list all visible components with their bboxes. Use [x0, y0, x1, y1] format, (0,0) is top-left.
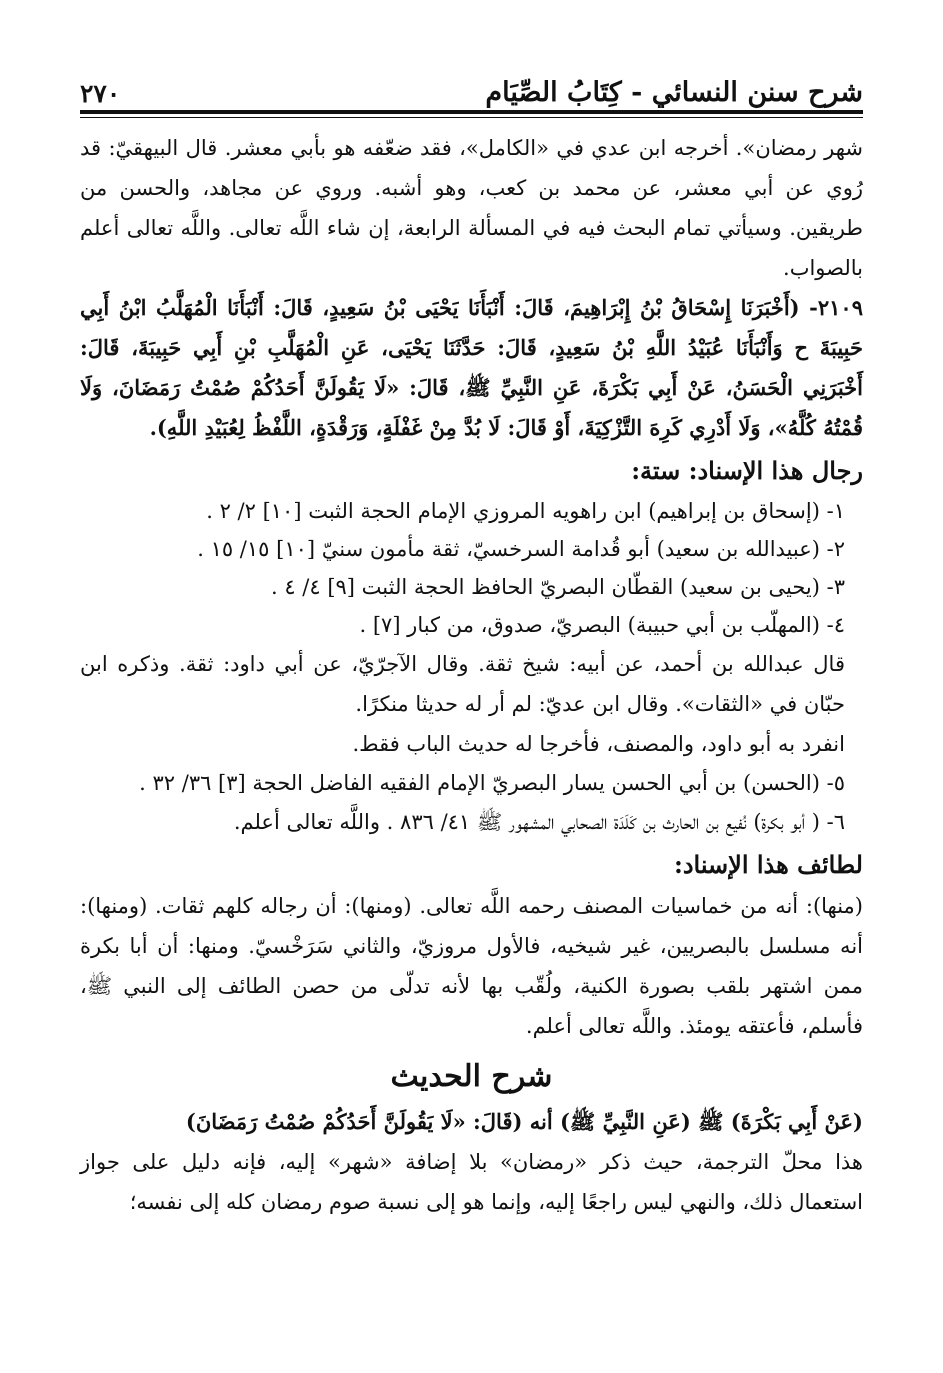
running-header — [80, 60, 863, 108]
subtleties-paragraph: (منها): أنه من خماسيات المصنف رحمه اللَّه تعالى. (ومنها): أن رجاله كلهم ثقات. (ومنها): أنه مسلسل بالبصريين، غير شيخيه، فالأول مروزيّ، والثاني سَرَخْسيّ. ومنها: أن أبا بكرة ممن اشتهر بلقب بصورة الكنية، ولُقّب بها لأنه تدلّى من حصن الطائف إلى النبي ﷺ، فأسلم، فأعتقه يومئذ. واللَّه تعالى أعلم. — [80, 894, 863, 1038]
subtleties-heading: لطائف هذا الإسناد: — [673, 850, 863, 879]
narrators-heading: رجال هذا الإسناد: ستة: — [631, 456, 863, 485]
narrator-item: ٣- (يحيى بن سعيد) القطّان البصريّ الحافظ الحجة الثبت [٩] ٤/ ٤ . — [270, 575, 845, 599]
narrator-note: قال عبدالله بن أحمد، عن أبيه: شيخ ثقة. وقال الآجرّيّ، عن أبي داود: ثقة. وذكره ابن حبّان في «الثقات». وقال ابن عديّ: لم أر له حديثا منكرًا. — [80, 652, 845, 716]
header-rule-thin — [80, 117, 863, 118]
intro-paragraph: شهر رمضان». أخرجه ابن عدي في «الكامل»، فقد ضعّفه هو بأبي معشر. قال البيهقيّ: قد رُوي عن أبي معشر، عن محمد بن كعب، وهو أشبه. وروي عن مجاهد، والحسن من طريقين. وسيأتي تمام البحث فيه في المسألة الرابعة، إن شاء اللَّه تعالى. واللَّه تعالى أعلم بالصواب. — [80, 136, 863, 280]
page-number: ٢٧٠ — [80, 79, 121, 108]
header-rule — [80, 110, 863, 114]
running-title: شرح سنن النسائي - كِتَابُ الصِّيَام — [485, 77, 863, 108]
commentary-paragraph: هذا محلّ الترجمة، حيث ذكر «رمضان» بلا إضافة «شهر» إليه، فإنه دليل على جواز استعمال ذلك، والنهي ليس راجعًا إليه، وإنما هو إلى نسبة صوم رمضان كله إلى نفسه؛ — [80, 1150, 863, 1214]
narrator-item: ٥- (الحسن) بن أبي الحسن يسار البصريّ الإمام الفقيه الفاضل الحجة [٣] ٣٦/ ٣٢ . — [139, 771, 845, 795]
narrator-item: ٢- (عبيدالله بن سعيد) أبو قُدامة السرخسيّ، ثقة مأمون سنيّ [١٠] ١٥/ ١٥ . — [197, 537, 845, 561]
narrator-item: ٤- (المهلّب بن أبي حبيبة) البصريّ، صدوق، من كبار [٧] . — [359, 613, 845, 637]
commentary-quote: (عَنْ أَبِي بَكْرَةَ) ﷺ (عَنِ النَّبِيِّ ﷺ) أنه (قَالَ: «لَا يَقُولَنَّ أَحَدُكُمْ صُمْتُ رَمَضَانَ) — [185, 1109, 863, 1134]
commentary-heading: شرح الحديث — [390, 1059, 553, 1094]
narrator-item: ١- (إسحاق بن إبراهيم) ابن راهويه المروزي الإمام الحجة الثبت [١٠] ٢/ ٢ . — [206, 499, 845, 523]
narrator-note: انفرد به أبو داود، والمصنف، فأخرجا له حديث الباب فقط. — [352, 732, 845, 756]
narrator-item: ٦- ( أبو بكرة) نُفيع بن الحارث بن كَلَدَة الصحابي المشهور ﷺ ٤١/ ٨٣٦ . واللَّه تعالى أعلم. — [233, 810, 845, 834]
hadith-text: ٢١٠٩- (أَخْبَرَنَا إِسْحَاقُ بْنُ إِبْرَاهِيمَ، قَالَ: أَنْبَأَنَا يَحْيَى بْنُ سَعِيدٍ، قَالَ: أَنْبَأَنَا الْمُهَلَّبُ ابْنُ أَبِي حَبِيبَةَ ح وَأَنْبَأَنَا عُبَيْدُ اللَّهِ بْنُ سَعِيدٍ، قَالَ: حَدَّثَنَا يَحْيَى، عَنِ الْمُهَلَّبِ بْنِ أَبِي حَبِيبَةَ، قَالَ: أَخْبَرَنِي الْحَسَنُ، عَنْ أَبِي بَكْرَةَ، عَنِ النَّبِيِّ ﷺ، قَالَ: «لَا يَقُولَنَّ أَحَدُكُمْ صُمْتُ رَمَضَانَ، وَلَا قُمْتُهُ كُلَّهُ»، وَلَا أَدْرِي كَرِهَ التَّزْكِيَةَ، أَوْ قَالَ: لَا بُدَّ مِنْ غَفْلَةٍ، وَرَقْدَةٍ، اللَّفْظُ لِعُبَيْدِ اللَّهِ). — [80, 295, 863, 440]
